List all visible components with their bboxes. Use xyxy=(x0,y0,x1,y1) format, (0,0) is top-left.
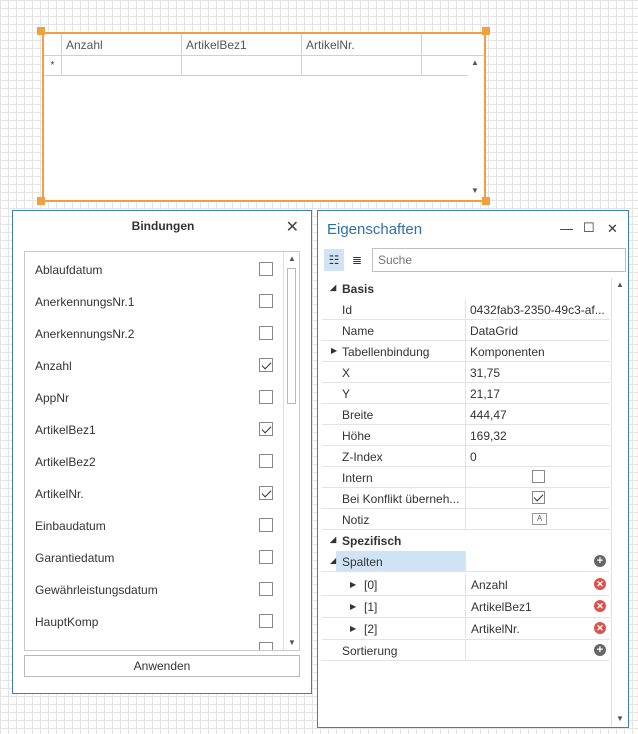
properties-scrollbar[interactable] xyxy=(611,278,627,726)
property-value[interactable]: DataGrid xyxy=(470,324,519,338)
binding-label: Ablaufdatum xyxy=(35,263,103,277)
binding-item[interactable] xyxy=(35,356,275,376)
column-index: [2] xyxy=(364,622,378,636)
property-value[interactable]: 31,75 xyxy=(470,366,501,380)
binding-label: ArtikelBez1 xyxy=(35,423,96,437)
binding-item[interactable] xyxy=(35,260,275,280)
property-name: Breite xyxy=(342,408,374,422)
alphabetical-view-icon[interactable]: ≣ xyxy=(351,253,363,267)
binding-item[interactable] xyxy=(35,420,275,440)
search-input[interactable] xyxy=(372,248,626,272)
binding-label: AnerkennungsNr.2 xyxy=(35,327,135,341)
add-icon[interactable]: + xyxy=(594,555,606,567)
category-specific[interactable] xyxy=(322,530,610,551)
binding-checkbox[interactable] xyxy=(259,294,273,308)
property-row-spalten[interactable] xyxy=(322,551,610,572)
checkbox-partial[interactable] xyxy=(259,642,273,651)
binding-checkbox[interactable] xyxy=(259,550,273,564)
binding-item[interactable] xyxy=(35,516,275,536)
binding-label: AppNr xyxy=(35,391,70,405)
intern-checkbox[interactable] xyxy=(532,470,545,483)
conflict-checkbox[interactable] xyxy=(532,491,545,504)
separator xyxy=(465,320,466,340)
column-header-artikelbez1[interactable]: ArtikelBez1 xyxy=(182,34,302,55)
binding-checkbox[interactable] xyxy=(259,582,273,596)
binding-label: Garantiedatum xyxy=(35,551,115,565)
column-index: [1] xyxy=(364,600,378,614)
datagrid-control[interactable] xyxy=(42,32,486,202)
binding-label: ArtikelNr. xyxy=(35,487,84,501)
delete-icon[interactable]: ✕ xyxy=(594,578,606,590)
grid-header xyxy=(44,34,484,56)
expand-triangle-icon[interactable]: ▶ xyxy=(350,602,357,611)
add-icon[interactable]: + xyxy=(594,644,606,656)
column-header-artikelnr[interactable]: ArtikelNr. xyxy=(302,34,422,55)
collapse-triangle-icon[interactable]: ◢ xyxy=(330,556,337,565)
column-value: ArtikelBez1 xyxy=(471,600,532,614)
new-row-marker: * xyxy=(44,56,62,75)
category-label: Basis xyxy=(342,282,375,296)
property-name: Tabellenbindung xyxy=(342,345,430,359)
minimize-icon[interactable]: — xyxy=(560,221,573,236)
list-item-partial xyxy=(35,640,275,651)
property-row[interactable] xyxy=(322,467,610,488)
separator xyxy=(465,596,466,616)
collapse-triangle-icon[interactable]: ◢ xyxy=(330,535,337,544)
property-name: Intern xyxy=(342,471,373,485)
column-header-anzahl[interactable]: Anzahl xyxy=(62,34,182,55)
property-row[interactable] xyxy=(322,320,610,341)
separator xyxy=(465,383,466,403)
property-value[interactable]: 0432fab3-2350-49c3-af... xyxy=(470,303,605,317)
column-value: ArtikelNr. xyxy=(471,622,520,636)
property-row[interactable] xyxy=(322,299,610,320)
binding-checkbox[interactable] xyxy=(259,518,273,532)
cell-anzahl[interactable] xyxy=(62,56,182,75)
binding-checkbox[interactable] xyxy=(259,390,273,404)
binding-item[interactable] xyxy=(35,388,275,408)
bindings-title: Bindungen xyxy=(131,219,195,233)
binding-label: Gewährleistungsdatum xyxy=(35,583,158,597)
property-row[interactable] xyxy=(322,425,610,446)
binding-item[interactable] xyxy=(35,580,275,600)
property-row[interactable] xyxy=(322,446,610,467)
property-name: X xyxy=(342,366,351,380)
binding-checkbox[interactable] xyxy=(259,422,273,436)
resize-handle-top-left[interactable] xyxy=(37,27,45,35)
binding-checkbox[interactable] xyxy=(259,358,273,372)
binding-item[interactable] xyxy=(35,548,275,568)
cell-artikelnr[interactable] xyxy=(302,56,422,75)
properties-panel xyxy=(317,210,629,728)
bindings-panel xyxy=(12,210,312,694)
property-name: Sortierung xyxy=(342,644,398,658)
property-name: Z-Index xyxy=(342,450,383,464)
binding-item[interactable] xyxy=(35,612,275,632)
collapse-triangle-icon[interactable]: ◢ xyxy=(330,283,337,292)
separator xyxy=(465,467,466,487)
scroll-up-arrow-icon[interactable]: ▲ xyxy=(616,280,624,289)
categorized-view-icon[interactable]: ☷ xyxy=(324,249,344,271)
bindings-scrollbar[interactable] xyxy=(283,252,299,650)
binding-item[interactable] xyxy=(35,484,275,504)
delete-icon[interactable]: ✕ xyxy=(594,600,606,612)
property-name: Name xyxy=(342,324,375,338)
binding-checkbox[interactable] xyxy=(259,486,273,500)
separator xyxy=(465,299,466,319)
separator xyxy=(465,362,466,382)
binding-item[interactable] xyxy=(35,292,275,312)
note-edit-icon[interactable]: A xyxy=(532,513,547,525)
scroll-down-arrow-icon[interactable]: ▼ xyxy=(471,186,479,195)
scroll-down-arrow-icon[interactable]: ▼ xyxy=(288,638,296,647)
separator xyxy=(465,551,466,571)
maximize-icon[interactable]: ☐ xyxy=(583,220,595,235)
column-value: Anzahl xyxy=(471,578,508,592)
binding-checkbox[interactable] xyxy=(259,454,273,468)
binding-label: Anzahl xyxy=(35,359,72,373)
property-name: Spalten xyxy=(342,555,383,569)
scroll-up-arrow-icon[interactable]: ▲ xyxy=(288,254,296,263)
property-name: Notiz xyxy=(342,513,370,527)
properties-title: Eigenschaften xyxy=(327,221,423,238)
apply-button[interactable]: Anwenden xyxy=(24,655,300,677)
binding-label: HauptKomp xyxy=(35,615,99,629)
scroll-up-arrow-icon[interactable]: ▲ xyxy=(471,58,479,67)
bindings-list xyxy=(24,251,300,651)
property-row[interactable] xyxy=(322,488,610,509)
property-value[interactable]: 169,32 xyxy=(470,429,507,443)
separator xyxy=(465,425,466,445)
scroll-down-arrow-icon[interactable]: ▼ xyxy=(616,714,624,723)
property-value[interactable]: 444,47 xyxy=(470,408,507,422)
property-value[interactable]: 21,17 xyxy=(470,387,501,401)
property-name: Höhe xyxy=(342,429,371,443)
property-name: Bei Konflikt überneh... xyxy=(342,492,460,506)
column-item-row[interactable] xyxy=(322,596,610,618)
delete-icon[interactable]: ✕ xyxy=(594,622,606,634)
expand-triangle-icon[interactable]: ▶ xyxy=(350,580,357,589)
separator xyxy=(465,488,466,508)
binding-label: ArtikelBez2 xyxy=(35,455,96,469)
property-value[interactable]: Komponenten xyxy=(470,345,545,359)
separator xyxy=(465,618,466,638)
column-item-row[interactable] xyxy=(322,618,610,640)
scroll-thumb[interactable] xyxy=(287,268,296,404)
resize-handle-bottom-left[interactable] xyxy=(37,197,45,205)
column-index: [0] xyxy=(364,578,378,592)
grid-vertical-scrollbar[interactable] xyxy=(468,56,482,198)
expand-triangle-icon[interactable]: ▶ xyxy=(331,346,338,355)
separator xyxy=(465,404,466,424)
binding-label: Einbaudatum xyxy=(35,519,106,533)
expand-triangle-icon[interactable]: ▶ xyxy=(350,624,357,633)
binding-checkbox[interactable] xyxy=(259,614,273,628)
separator xyxy=(465,446,466,466)
property-grid xyxy=(322,278,628,726)
property-name: Y xyxy=(342,387,351,401)
cell-artikelbez1[interactable] xyxy=(182,56,302,75)
category-label: Spezifisch xyxy=(342,534,402,548)
property-row-sortierung[interactable] xyxy=(322,640,610,661)
close-icon[interactable]: ✕ xyxy=(285,219,299,236)
property-row[interactable] xyxy=(322,383,610,404)
property-row[interactable] xyxy=(322,509,610,530)
resize-handle-top-right[interactable] xyxy=(482,27,490,35)
separator xyxy=(465,574,466,594)
close-icon[interactable]: ✕ xyxy=(607,221,618,236)
property-value[interactable]: 0 xyxy=(470,450,477,464)
resize-handle-bottom-right[interactable] xyxy=(482,197,490,205)
binding-checkbox[interactable] xyxy=(259,262,273,276)
binding-label: AnerkennungsNr.1 xyxy=(35,295,135,309)
property-row[interactable] xyxy=(322,362,610,383)
separator xyxy=(465,509,466,529)
property-row[interactable] xyxy=(322,341,610,362)
binding-checkbox[interactable] xyxy=(259,326,273,340)
separator xyxy=(465,640,466,660)
column-item-row[interactable] xyxy=(322,574,610,596)
binding-item[interactable] xyxy=(35,452,275,472)
properties-toolbar xyxy=(323,248,627,274)
new-row[interactable] xyxy=(44,56,470,76)
row-header-corner xyxy=(44,34,62,55)
separator xyxy=(465,341,466,361)
binding-item[interactable] xyxy=(35,324,275,344)
property-row[interactable] xyxy=(322,404,610,425)
property-name: Id xyxy=(342,303,353,317)
category-basis[interactable] xyxy=(322,278,610,299)
